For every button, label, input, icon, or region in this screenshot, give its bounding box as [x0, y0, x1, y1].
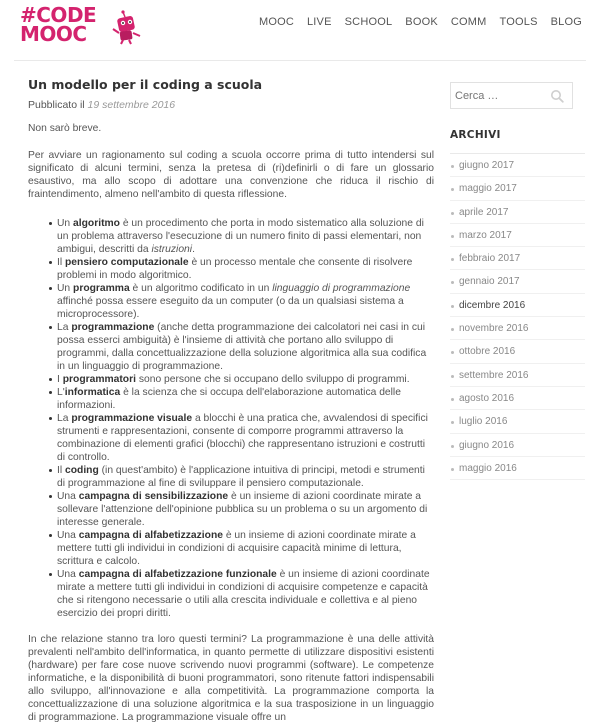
- search-icon[interactable]: [550, 89, 564, 103]
- archive-link[interactable]: gennaio 2017: [459, 276, 520, 288]
- list-item: La programmazione (anche detta programmazione dei calcolatori nei casi in cui possa esserci ambiguità) è l'insieme di attività che portano allo sviluppo di programmi, dalla concettualizzazione della soluzione algoritmica alla sua codifica in un linguaggio di programmazione.: [57, 321, 434, 373]
- list-item: Un algoritmo è un procedimento che porta in modo sistematico alla soluzione di un problema attraverso l'esecuzione di un numero finito di passi elementari, non ambigui, descritti da istruzioni.: [57, 217, 434, 256]
- article-paragraph-2: In che relazione stanno tra loro questi termini? La programmazione è una delle attività prevalenti nell'ambito dell'informatica, in quanto permette di utilizzare dispositivi esistenti (hardware) per fare cose nuove scrivendo nuovi programmi (software). Le competenze informatiche, e la disponibilità di buoni programmatori, sono ritenute fattori indispensabili allo sviluppo, all'innovazione e alla competitività. La programmazione comporta la concettualizzazione di una soluzione algoritmica e la sua trasposizione in un linguaggio di programmazione. La programmazione visuale offre un: [28, 634, 434, 723]
- logo-text-code: #CODE: [20, 3, 97, 27]
- main-nav: [246, 16, 582, 28]
- list-item: Il pensiero computazionale è un processo mentale che consente di risolvere problemi in modo algoritmico.: [57, 256, 434, 282]
- archive-item: [450, 410, 585, 433]
- article-title[interactable]: Un modello per il coding a scuola: [28, 77, 263, 92]
- article: [28, 76, 434, 724]
- archive-item: [450, 154, 585, 177]
- archive-heading: ARCHIVI: [450, 129, 501, 141]
- archive-link[interactable]: marzo 2017: [459, 229, 512, 241]
- archive-link[interactable]: ottobre 2016: [459, 346, 516, 358]
- search-form: [450, 82, 573, 109]
- archive-item: [450, 177, 585, 200]
- list-item: L'informatica è la scienza che si occupa dell'elaborazione automatica delle informazioni.: [57, 386, 434, 412]
- list-item: Una campagna di alfabetizzazione è un insieme di azioni coordinate mirate a mettere tutti gli individui in condizioni di acquisire capacità minime di lettura, scrittura e calcolo.: [57, 529, 434, 568]
- site-logo[interactable]: [20, 5, 140, 47]
- archive-item: [450, 270, 585, 293]
- list-item: Il coding (in quest'ambito) è l'applicazione intuitiva di principi, metodi e strumenti di programmazione al fine di sviluppare il pensiero computazionale.: [57, 464, 434, 490]
- list-item: I programmatori sono persone che si occupano dello sviluppo di programmi.: [57, 373, 434, 386]
- archive-link[interactable]: maggio 2017: [459, 183, 517, 195]
- list-item: La programmazione visuale a blocchi è una pratica che, avvalendosi di specifici strumenti e rappresentazioni, consente di comporre programmi attraverso la combinazione di elementi grafici (blocchi) che rappresentano istruzioni e costrutti di controllo.: [57, 412, 434, 464]
- sidebar: [450, 82, 585, 480]
- archive-link[interactable]: febbraio 2017: [459, 253, 521, 265]
- archive-link[interactable]: luglio 2016: [459, 416, 508, 428]
- archive-link[interactable]: maggio 2016: [459, 462, 517, 474]
- archive-link[interactable]: giugno 2016: [459, 439, 515, 451]
- archive-item: [450, 201, 585, 224]
- nav-item-blog[interactable]: BLOG: [550, 16, 582, 28]
- archive-item: [450, 434, 585, 457]
- archive-link[interactable]: agosto 2016: [459, 392, 515, 404]
- article-date[interactable]: 19 settembre 2016: [87, 99, 176, 111]
- meta-prefix: Pubblicato il: [28, 99, 85, 111]
- archive-list: [450, 154, 585, 480]
- list-item: Un programma è un algoritmo codificato in un linguaggio di programmazione affinché possa essere eseguito da un computer (o da un qualsiasi sistema a microprocessore).: [57, 282, 434, 321]
- archive-link[interactable]: novembre 2016: [459, 323, 529, 335]
- nav-item-tools[interactable]: TOOLS: [499, 16, 538, 28]
- nav-item-mooc[interactable]: MOOC: [258, 16, 294, 28]
- archive-item: [450, 317, 585, 340]
- article-intro: Non sarò breve.: [28, 123, 102, 134]
- logo-text-mooc: MOOC: [20, 22, 87, 46]
- archive-link[interactable]: dicembre 2016: [459, 299, 526, 311]
- archive-item: [450, 340, 585, 363]
- header-divider: [14, 60, 586, 61]
- nav-item-book[interactable]: BOOK: [405, 16, 438, 28]
- article-meta: [28, 99, 434, 111]
- list-item: Una campagna di sensibilizzazione è un insieme di azioni coordinate mirate a sollevare l'attenzione dell'opinione pubblica su un problema o su un argomento di interesse generale.: [57, 490, 434, 529]
- search-input[interactable]: [451, 83, 551, 108]
- archive-item: [450, 364, 585, 387]
- site-header: [0, 0, 600, 50]
- archive-item: [450, 224, 585, 247]
- list-item: Una campagna di alfabetizzazione funzionale è un insieme di azioni coordinate mirate a mettere tutti gli individui in condizioni di acquisire competenze e capacità che si ritengono necessarie o utili alla crescita individuale e collettiva e al pieno esercizio dei propri diritti.: [57, 568, 434, 620]
- article-paragraph-1: Per avviare un ragionamento sul coding a scuola occorre prima di tutto intendersi sul significato di alcuni termini, senza la pretesa di (ri)definirli o di fare un glossario esaustivo, ma allo scopo di adottare una convenzione che riduca il rischio di fraintendimento, almeno nell'ambito di questa riflessione.: [28, 150, 434, 200]
- nav-item-live[interactable]: LIVE: [306, 16, 332, 28]
- archive-item: [450, 457, 585, 480]
- archive-item: [450, 387, 585, 410]
- nav-item-school[interactable]: SCHOOL: [344, 16, 393, 28]
- robot-icon: [108, 9, 144, 45]
- nav-item-comm[interactable]: COMM: [450, 16, 487, 28]
- archive-item: [450, 247, 585, 270]
- archive-link[interactable]: settembre 2016: [459, 369, 529, 381]
- archive-item: [450, 294, 585, 317]
- archive-link[interactable]: aprile 2017: [459, 206, 509, 218]
- archive-link[interactable]: giugno 2017: [459, 160, 515, 171]
- definitions-list: [28, 217, 434, 620]
